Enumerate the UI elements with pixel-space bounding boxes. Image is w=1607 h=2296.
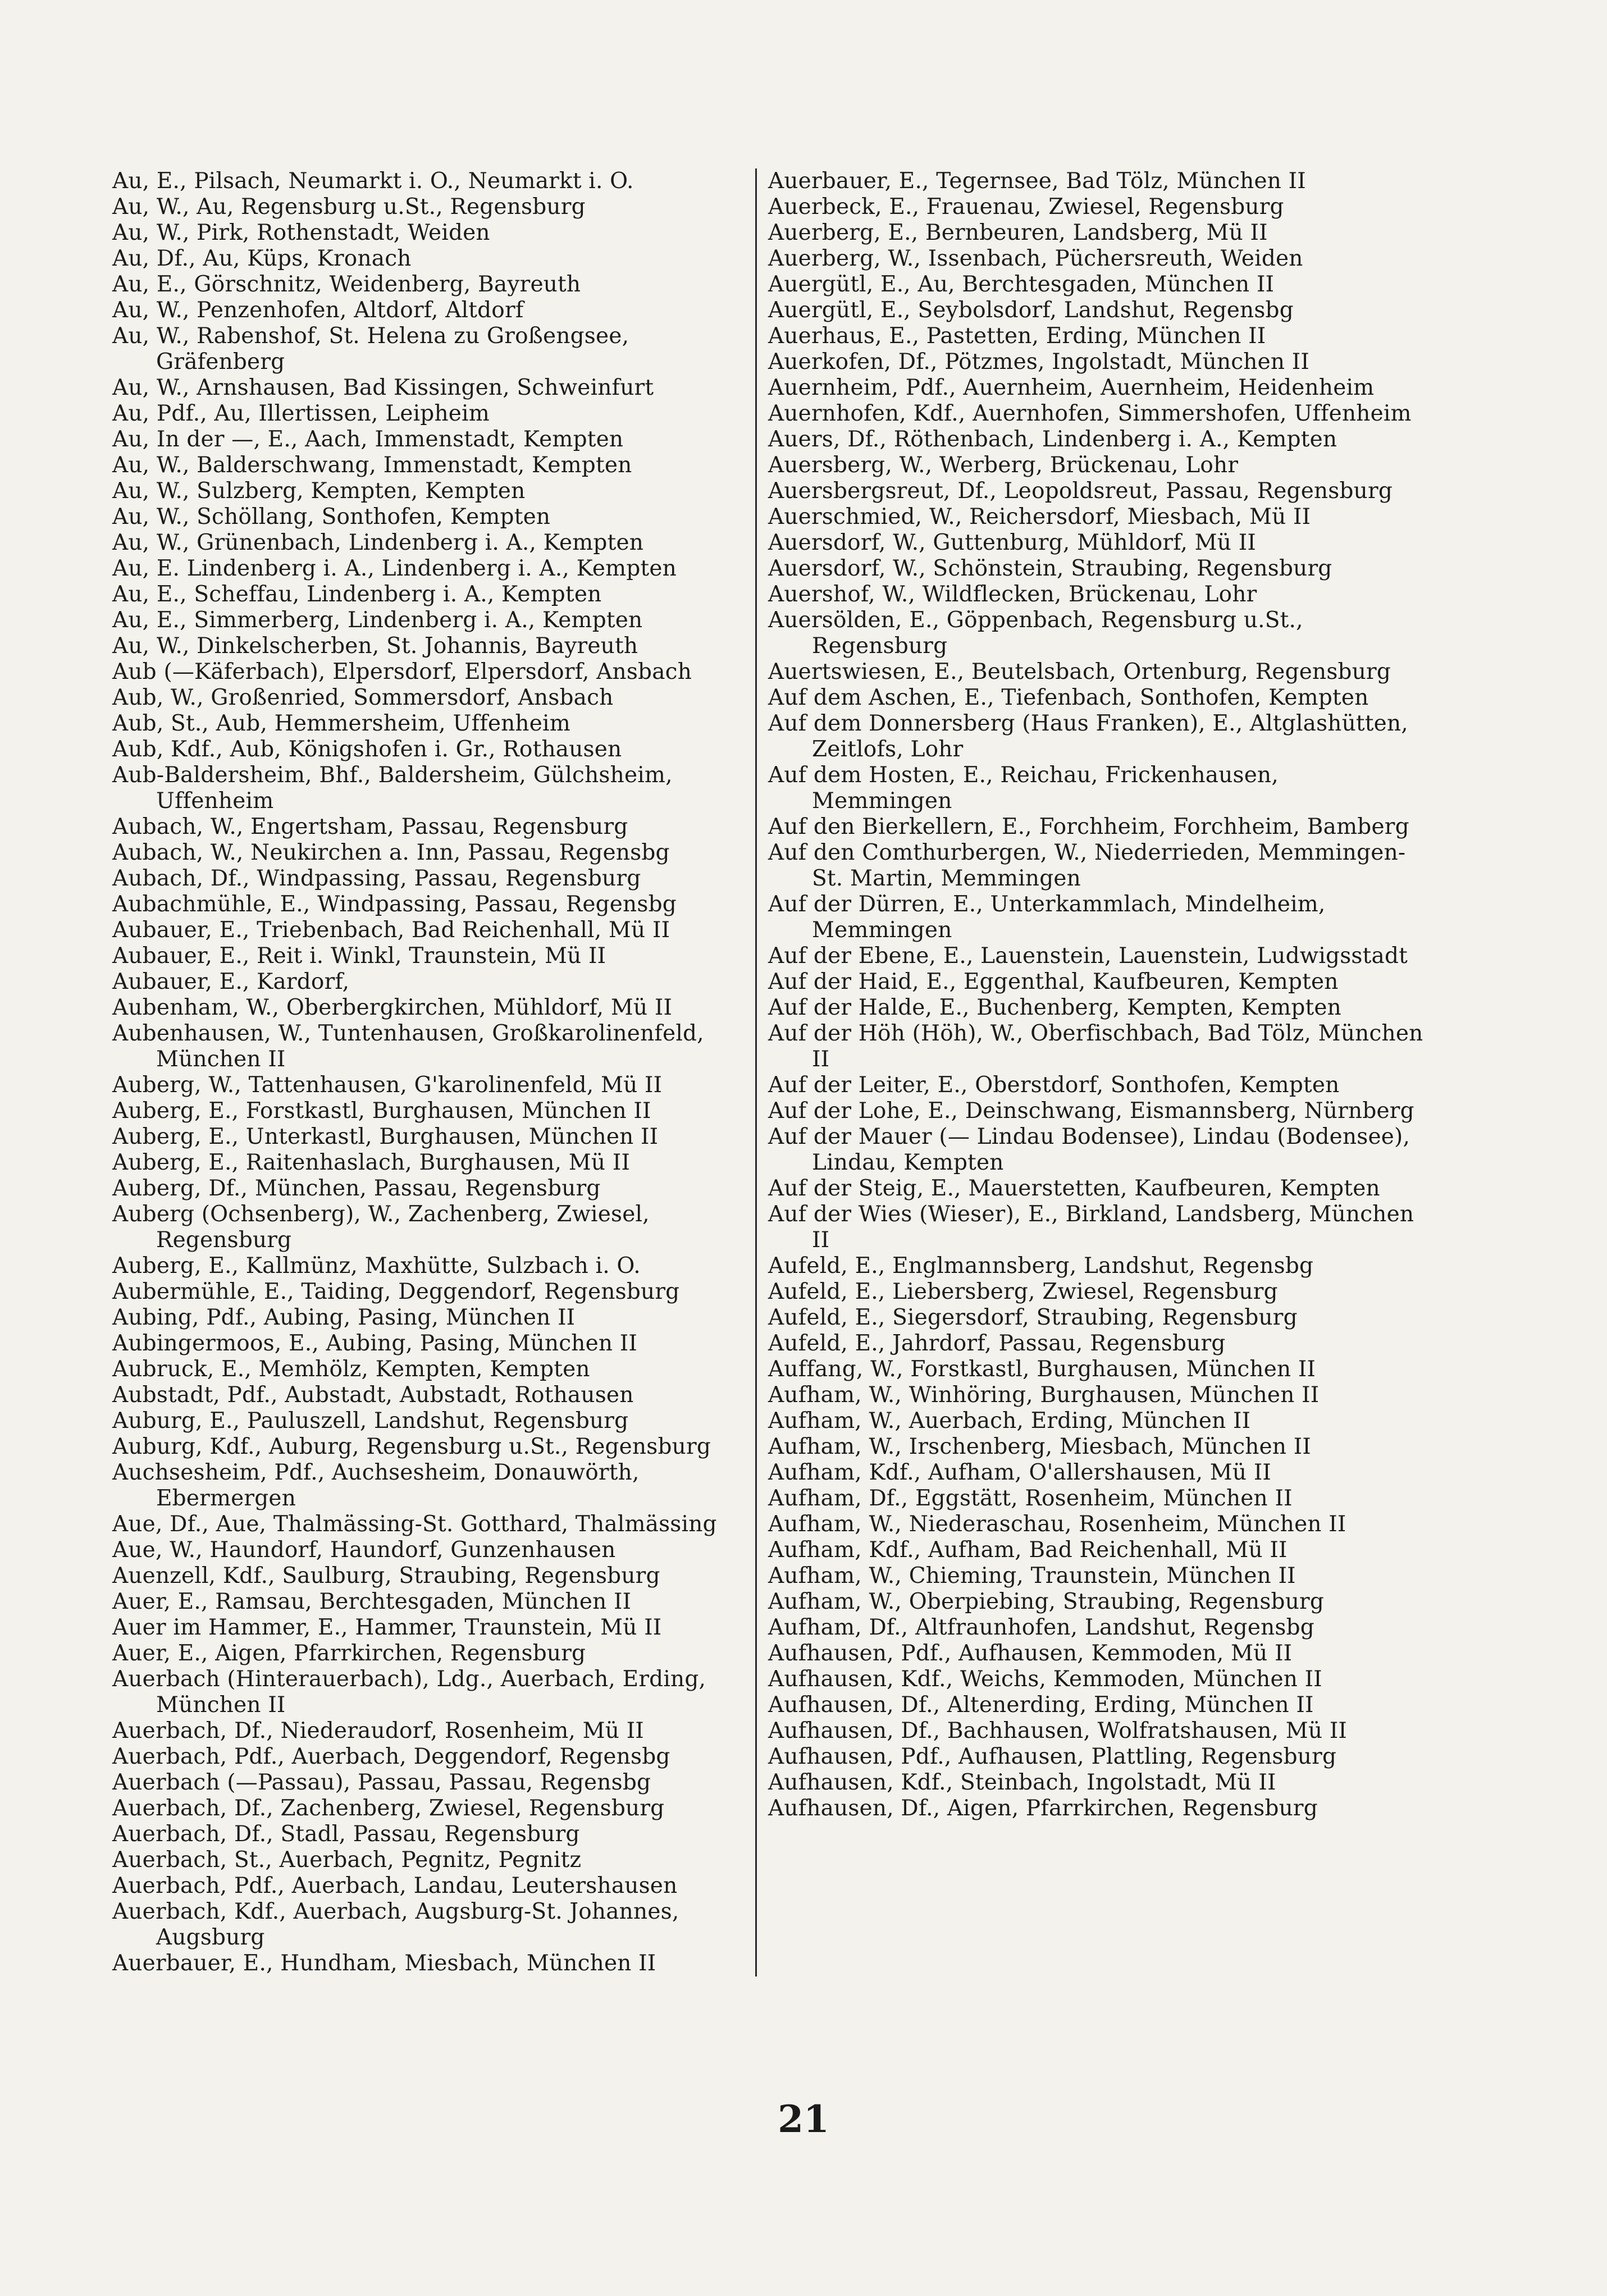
entry: Au, W., Schöllang, Sonthofen, Kempten (112, 504, 551, 530)
entry: Auersdorf, W., Schönstein, Straubing, Regensburg (768, 556, 1332, 581)
entry: Aufeld, E., Liebersberg, Zwiesel, Regensburg (768, 1279, 1278, 1304)
entry: Aufham, Kdf., Aufham, Bad Reichenhall, Mü II (768, 1537, 1288, 1563)
entry: Aubenham, W., Oberbergkirchen, Mühldorf, Mü II (112, 995, 673, 1020)
entry: Auberg, E., Raitenhaslach, Burghausen, Mü II (112, 1150, 631, 1175)
entry: Aufhausen, Kdf., Weichs, Kemmoden, München II (768, 1667, 1322, 1692)
entry: Au, Pdf., Au, Illertissen, Leipheim (112, 401, 490, 426)
entry: Aufeld, E., Siegersdorf, Straubing, Regensburg (768, 1305, 1298, 1330)
entry: Au, W., Dinkelscherben, St. Johannis, Bayreuth (112, 633, 638, 659)
entry: Auersbergsreut, Df., Leopoldsreut, Passau, Regensburg (768, 478, 1393, 504)
entry: Aufham, W., Auerbach, Erding, München II (768, 1408, 1251, 1434)
entry: Auf der Dürren, E., Unterkammlach, Mindelheim, Memmingen (768, 892, 1326, 943)
entry: Aufhausen, Kdf., Steinbach, Ingolstadt, Mü II (768, 1770, 1276, 1795)
entry: Aufham, W., Winhöring, Burghausen, München II (768, 1382, 1320, 1408)
entry: Aub-Baldersheim, Bhf., Baldersheim, Gülchsheim, Uffenheim (112, 763, 673, 814)
entry: Auerbach (Hinterauerbach), Ldg., Auerbach, Erding, München II (112, 1667, 706, 1718)
page-number: 21 (778, 2097, 829, 2141)
entry: Au, E., Pilsach, Neumarkt i. O., Neumarkt i. O. (112, 168, 634, 194)
entry: Au, In der —, E., Aach, Immenstadt, Kempten (112, 427, 624, 452)
entry: Aufham, W., Oberpiebing, Straubing, Regensburg (768, 1589, 1325, 1614)
entry: Auernhofen, Kdf., Auernhofen, Simmershofen, Uffenheim (768, 401, 1412, 426)
entry: Aufeld, E., Jahrdorf, Passau, Regensburg (768, 1331, 1226, 1356)
entry: Auersdorf, W., Guttenburg, Mühldorf, Mü II (768, 530, 1256, 555)
entry: Auffang, W., Forstkastl, Burghausen, München II (768, 1357, 1316, 1382)
entry: Aufham, W., Niederaschau, Rosenheim, München II (768, 1512, 1346, 1537)
entry: Auf der Mauer (— Lindau Bodensee), Lindau (Bodensee), Lindau, Kempten (768, 1124, 1410, 1175)
entry: Auerschmied, W., Reichersdorf, Miesbach, Mü II (768, 504, 1311, 530)
entry: Auergütl, E., Seybolsdorf, Landshut, Regensbg (768, 298, 1294, 323)
entry: Aufhausen, Df., Altenerding, Erding, München II (768, 1692, 1314, 1718)
entry: Auershof, W., Wildflecken, Brückenau, Lohr (768, 582, 1257, 607)
entry: Auersölden, E., Göppenbach, Regensburg u.St., Regensburg (768, 608, 1303, 659)
entry: Auerbach (—Passau), Passau, Passau, Regensbg (112, 1770, 651, 1795)
entry: Auberg, E., Kallmünz, Maxhütte, Sulzbach i. O. (112, 1253, 641, 1279)
entry: Auerkofen, Df., Pötzmes, Ingolstadt, München II (768, 349, 1310, 375)
entry: Aub (—Käferbach), Elpersdorf, Elpersdorf, Ansbach (112, 659, 692, 684)
entry: Aufeld, E., Englmannsberg, Landshut, Regensbg (768, 1253, 1314, 1279)
entry: Aub, St., Aub, Hemmersheim, Uffenheim (112, 711, 570, 736)
entry: Auf dem Hosten, E., Reichau, Frickenhausen, Memmingen (768, 763, 1279, 814)
entry: Aue, Df., Aue, Thalmässing-St. Gotthard, Thalmässing (112, 1512, 717, 1537)
entry: Auf der Halde, E., Buchenberg, Kempten, Kempten (768, 995, 1341, 1020)
entry: Aufham, W., Irschenberg, Miesbach, München II (768, 1434, 1311, 1459)
entry: Aubingermoos, E., Aubing, Pasing, München II (112, 1331, 637, 1356)
entry: Auernheim, Pdf., Auernheim, Auernheim, Heidenheim (768, 375, 1375, 400)
entry: Aufham, Df., Altfraunhofen, Landshut, Regensbg (768, 1615, 1314, 1640)
entry: Aubing, Pdf., Aubing, Pasing, München II (112, 1305, 576, 1330)
entry: Au, E., Simmerberg, Lindenberg i. A., Kempten (112, 608, 643, 633)
entry: Auburg, Kdf., Auburg, Regensburg u.St., Regensburg (112, 1434, 711, 1459)
entry: Aufham, Kdf., Aufham, O'allershausen, Mü II (768, 1460, 1272, 1485)
entry: Auf den Bierkellern, E., Forchheim, Forchheim, Bamberg (768, 814, 1409, 839)
entry: Aufhausen, Pdf., Aufhausen, Kemmoden, Mü II (768, 1641, 1293, 1666)
entry: Auerbach, Pdf., Auerbach, Landau, Leutershausen (112, 1873, 678, 1898)
right-column (768, 168, 1425, 1822)
entry: Auersberg, W., Werberg, Brückenau, Lohr (768, 453, 1239, 478)
left-column (112, 168, 744, 1977)
entry: Auberg, E., Unterkastl, Burghausen, München II (112, 1124, 659, 1149)
entry: Auer, E., Aigen, Pfarrkirchen, Regensburg (112, 1641, 586, 1666)
entry: Auf der Leiter, E., Oberstdorf, Sonthofen, Kempten (768, 1072, 1340, 1098)
entry: Auenzell, Kdf., Saulburg, Straubing, Regensburg (112, 1563, 660, 1589)
entry: Au, W., Arnshausen, Bad Kissingen, Schweinfurt (112, 375, 654, 400)
entry: Au, W., Pirk, Rothenstadt, Weiden (112, 220, 490, 245)
entry: Auberg, W., Tattenhausen, G'karolinenfeld, Mü II (112, 1072, 663, 1098)
entry: Aubach, W., Engertsham, Passau, Regensburg (112, 814, 628, 839)
entry: Au, W., Grünenbach, Lindenberg i. A., Kempten (112, 530, 644, 555)
entry: Aubach, Df., Windpassing, Passau, Regensburg (112, 866, 641, 891)
entry: Aufhausen, Df., Aigen, Pfarrkirchen, Regensburg (768, 1796, 1318, 1821)
entry: Aubenhausen, W., Tuntenhausen, Großkarolinenfeld, München II (112, 1021, 704, 1072)
entry: Auertswiesen, E., Beutelsbach, Ortenburg, Regensburg (768, 659, 1391, 684)
entry: Auerberg, W., Issenbach, Püchersreuth, Weiden (768, 246, 1303, 271)
entry: Aubauer, E., Kardorf, (112, 969, 350, 994)
entry: Aufhausen, Df., Bachhausen, Wolfratshausen, Mü II (768, 1718, 1348, 1743)
entry: Auchsesheim, Pdf., Auchsesheim, Donauwörth, Ebermergen (112, 1460, 640, 1511)
entry: Aue, W., Haundorf, Haundorf, Gunzenhausen (112, 1537, 616, 1563)
entry: Au, W., Au, Regensburg u.St., Regensburg (112, 194, 586, 220)
entry: Aubauer, E., Reit i. Winkl, Traunstein, Mü II (112, 943, 606, 969)
entry: Au, W., Balderschwang, Immenstadt, Kempten (112, 453, 632, 478)
entry: Au, Df., Au, Küps, Kronach (112, 246, 412, 271)
entry: Auburg, E., Pauluszell, Landshut, Regensburg (112, 1408, 629, 1434)
entry: Au, W., Rabenshof, St. Helena zu Großengsee, Gräfenberg (112, 323, 629, 375)
entry: Auerbauer, E., Tegernsee, Bad Tölz, München II (768, 168, 1306, 194)
entry: Auf der Steig, E., Mauerstetten, Kaufbeuren, Kempten (768, 1176, 1380, 1201)
entry: Au, E., Scheffau, Lindenberg i. A., Kempten (112, 582, 602, 607)
entry: Auf dem Donnersberg (Haus Franken), E., Altglashütten, Zeitlofs, Lohr (768, 711, 1408, 762)
entry: Aufhausen, Pdf., Aufhausen, Plattling, Regensburg (768, 1744, 1337, 1769)
entry: Auberg (Ochsenberg), W., Zachenberg, Zwiesel, Regensburg (112, 1202, 650, 1253)
column-divider (755, 168, 757, 1977)
entry: Auf der Wies (Wieser), E., Birkland, Landsberg, München II (768, 1202, 1414, 1253)
entry: Aubruck, E., Memhölz, Kempten, Kempten (112, 1357, 590, 1382)
entry: Auf der Lohe, E., Deinschwang, Eismannsberg, Nürnberg (768, 1098, 1414, 1124)
entry: Auerhaus, E., Pastetten, Erding, München II (768, 323, 1266, 349)
entry: Au, E. Lindenberg i. A., Lindenberg i. A., Kempten (112, 556, 677, 581)
entry: Auf dem Aschen, E., Tiefenbach, Sonthofen, Kempten (768, 685, 1369, 710)
entry: Auer, E., Ramsau, Berchtesgaden, München II (112, 1589, 632, 1614)
entry: Aubach, W., Neukirchen a. Inn, Passau, Regensbg (112, 840, 670, 865)
entry: Aubauer, E., Triebenbach, Bad Reichenhall, Mü II (112, 918, 670, 943)
entry: Aub, Kdf., Aub, Königshofen i. Gr., Rothausen (112, 737, 622, 762)
entry: Auf den Comthurbergen, W., Niederrieden, Memmingen-St. Martin, Memmingen (768, 840, 1406, 891)
entry: Auer im Hammer, E., Hammer, Traunstein, Mü II (112, 1615, 662, 1640)
entry: Aufham, Df., Eggstätt, Rosenheim, München II (768, 1486, 1293, 1511)
entry: Auf der Ebene, E., Lauenstein, Lauenstein, Ludwigsstadt (768, 943, 1408, 969)
entry: Aubstadt, Pdf., Aubstadt, Aubstadt, Rothausen (112, 1382, 634, 1408)
entry: Au, W., Penzenhofen, Altdorf, Altdorf (112, 298, 524, 323)
entry: Aubermühle, E., Taiding, Deggendorf, Regensburg (112, 1279, 680, 1304)
entry: Au, W., Sulzberg, Kempten, Kempten (112, 478, 526, 504)
entry: Auerbeck, E., Frauenau, Zwiesel, Regensburg (768, 194, 1284, 220)
entry: Au, E., Görschnitz, Weidenberg, Bayreuth (112, 272, 581, 297)
entry: Auberg, Df., München, Passau, Regensburg (112, 1176, 601, 1201)
entry: Aufham, W., Chieming, Traunstein, München II (768, 1563, 1296, 1589)
entry: Auerbach, Df., Niederaudorf, Rosenheim, Mü II (112, 1718, 644, 1743)
entry: Auf der Haid, E., Eggenthal, Kaufbeuren, Kempten (768, 969, 1339, 994)
entry: Auberg, E., Forstkastl, Burghausen, München II (112, 1098, 651, 1124)
entry: Auers, Df., Röthenbach, Lindenberg i. A., Kempten (768, 427, 1337, 452)
entry: Auerbach, Df., Zachenberg, Zwiesel, Regensburg (112, 1796, 665, 1821)
entry: Auerbach, Kdf., Auerbach, Augsburg-St. Johannes, Augsburg (112, 1899, 679, 1950)
entry: Auerbach, Df., Stadl, Passau, Regensburg (112, 1822, 580, 1847)
entry: Auerbach, Pdf., Auerbach, Deggendorf, Regensbg (112, 1744, 670, 1769)
entry: Aub, W., Großenried, Sommersdorf, Ansbach (112, 685, 614, 710)
entry: Auerbauer, E., Hundham, Miesbach, München II (112, 1951, 656, 1976)
entry: Aubachmühle, E., Windpassing, Passau, Regensbg (112, 892, 677, 917)
entry: Auergütl, E., Au, Berchtesgaden, München II (768, 272, 1275, 297)
entry: Auf der Höh (Höh), W., Oberfischbach, Bad Tölz, München II (768, 1021, 1423, 1072)
entry: Auerbach, St., Auerbach, Pegnitz, Pegnitz (112, 1847, 582, 1873)
entry: Auerberg, E., Bernbeuren, Landsberg, Mü II (768, 220, 1268, 245)
